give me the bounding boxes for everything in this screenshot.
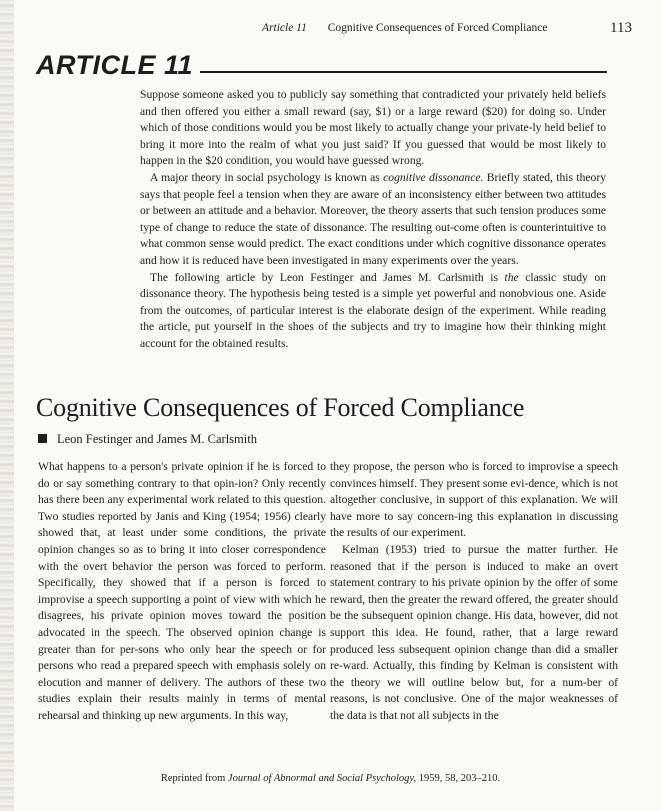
intro-paragraph-2 [140, 170, 606, 270]
intro-p3-before: The following article by Leon Festinger and James M. Carlsmith is [150, 270, 505, 284]
intro-paragraph-3 [140, 270, 606, 353]
intro-p3-term: the [504, 270, 519, 284]
article-label: ARTICLE 11 [36, 50, 194, 80]
body-column-left [38, 459, 326, 725]
scan-binding-edge [0, 0, 14, 811]
intro-p3-after: classic study on dissonance theory. The hypothesis being tested is a simple yet powerful and nonobvious one. Aside from the outcomes, of particular interest is the elaborate design of the experiment. While reading the article, put yourself in the shoes of the subjects and try to imagine how their thinking might account for the obtained results. [140, 270, 606, 350]
running-head-article: Article 11 [262, 22, 307, 34]
intro-paragraph-1: Suppose someone asked you to publicly say something that contradicted your privately held beliefs and then offered you either a small reward (say, $1) or a large reward ($20) for doing so. Under which of those conditions would you be most likely to actually change your private-ly held belief to bring it more into the realm of what you just said? If you guessed that would be most likely to happen in the $20 condition, you would have guessed wrong. [140, 88, 606, 168]
intro-p2-term: cognitive dissonance. [383, 170, 484, 184]
footer-prefix: Reprinted from [160, 773, 228, 784]
footer-citation: 1959, 58, 203–210. [416, 773, 501, 784]
body-paragraph: they propose, the person who is forced to improvise a speech convinces himself. They present some evi-dence, which is not altogether conclusive, in support of this explanation. We will have more to say concern-ing this explanation in discussing the results of our experiment. [330, 460, 618, 540]
running-head-title: Cognitive Consequences of Forced Compliance [327, 22, 548, 34]
intro-p2-after: Briefly stated, this theory says that people feel a tension when they are aware of an inconsistency either between two attitudes or between an attitude and a behavior. Moreover, the theory asserts that such tension produces some type of change to reduce the state of dissonance. The resulting out-come often is counterintuitive to what common sense would predict. The exact conditions under which cognitive dissonance operates and how it is reduced have been investigated in many experiments over the years. [140, 170, 607, 267]
body-paragraph: What happens to a person's private opinion if he is forced to do or say something contrary to that opin-ion? Only recently has there been any experimental work related to this question. Two studies reported by Janis and King (1954; 1956) clearly showed that, at least under some conditions, the private opinion changes so as to bring it into closer correspondence with the overt behavior the person was forced to perform. Specifically, they showed that if a person is forced to improvise a speech supporting a point of view with which he disagrees, his private opinion moves toward the position advocated in the speech. The observed opinion change is greater than for per-sons who only hear the speech or for persons who read a prepared speech with emphasis solely on elocution and manner of delivery. The authors of these two studies explain their results mainly in terms of mental rehearsal and thinking up new arguments. In this way, [38, 460, 326, 722]
body-paragraph: Kelman (1953) tried to pursue the matter further. He reasoned that if the person is induced to make an overt statement contrary to his private opinion by the offer of some reward, then the greater the reward offered, the greater should be the subsequent opinion change. His data, however, did not support this idea. He found, rather, that a large reward produced less subsequent opinion change than did a smaller re-ward. Actually, this finding by Kelman is consistent with the theory we will outline below but, for a num-ber of reasons, is not conclusive. One of the major weaknesses of the data is that not all subjects in the [330, 542, 618, 722]
article-title: Cognitive Consequences of Forced Compliance [36, 393, 525, 422]
byline [38, 432, 257, 447]
page-number: 113 [610, 20, 632, 36]
running-head [262, 22, 632, 34]
square-bullet-icon [38, 434, 47, 443]
intro-p2-before: A major theory in social psychology is known as [150, 170, 384, 184]
byline-authors: Leon Festinger and James M. Carlsmith [57, 432, 257, 446]
intro-text [140, 87, 606, 353]
footer-journal: Journal of Abnormal and Social Psychology, [227, 773, 417, 784]
body-column-right [330, 459, 618, 725]
reprint-footer [0, 773, 661, 784]
article-rule [200, 71, 607, 73]
